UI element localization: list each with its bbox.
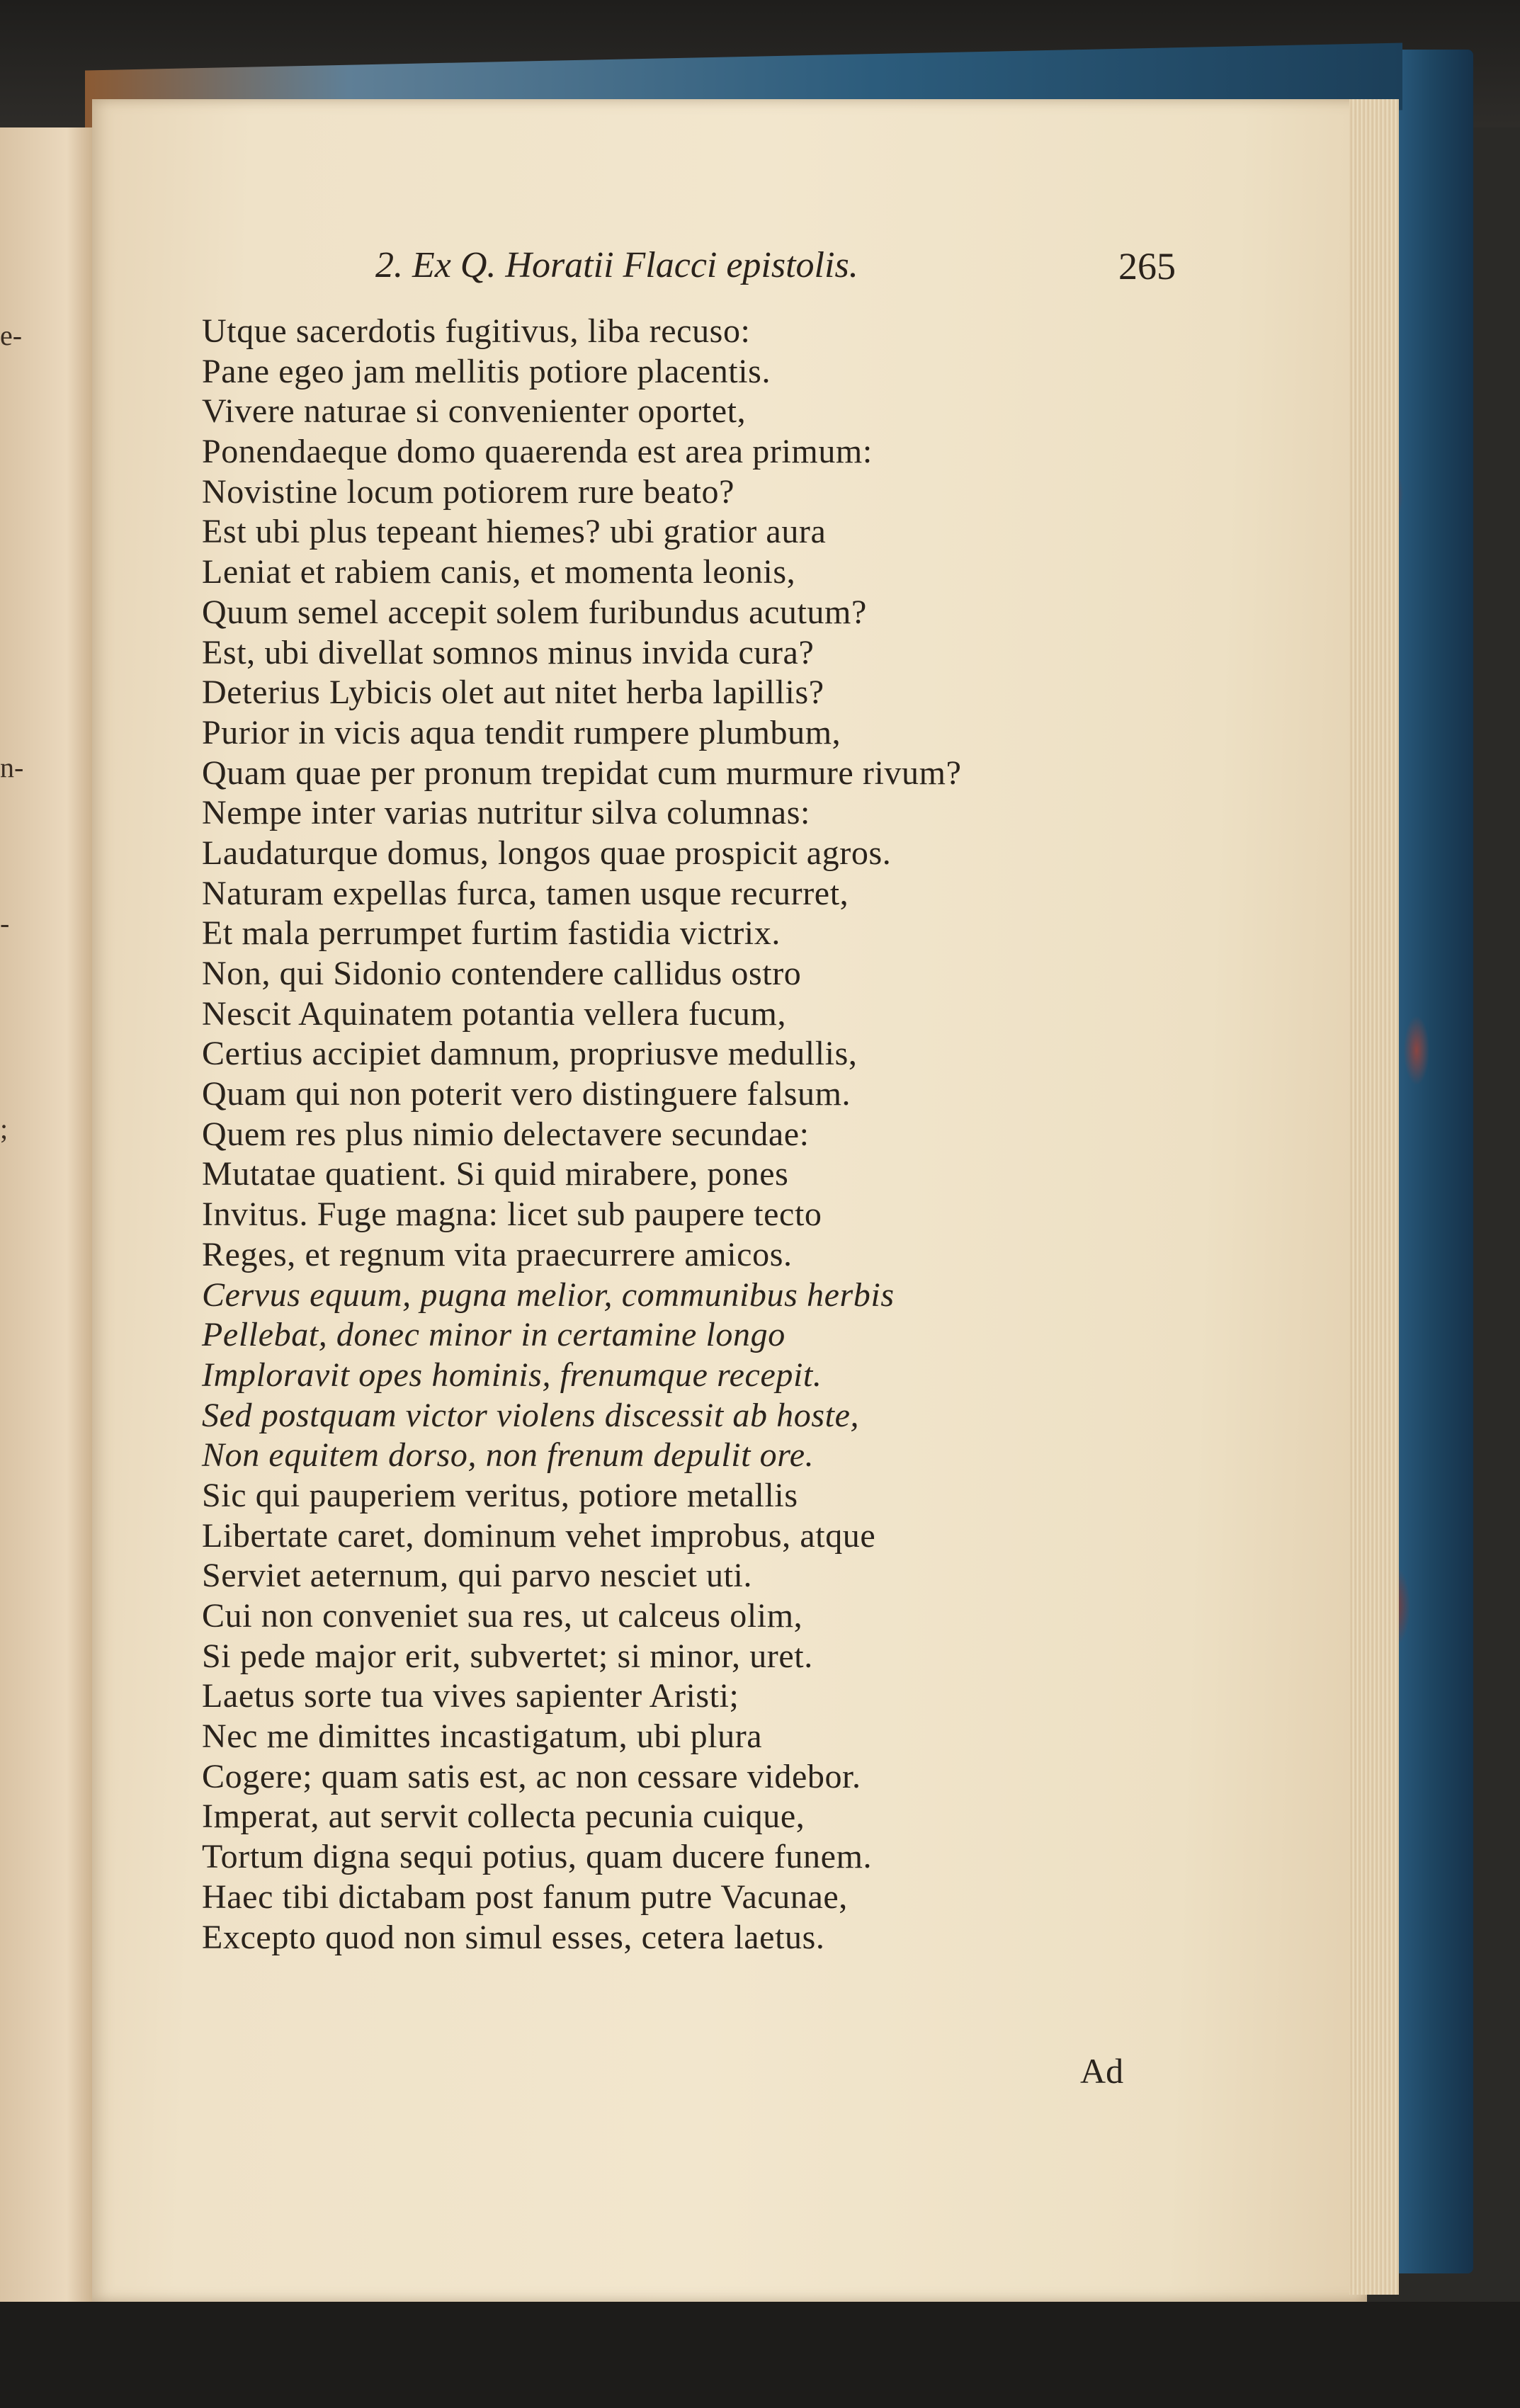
verse-line: Si pede major erit, subvertet; si minor, uret. bbox=[202, 1637, 813, 1675]
verse-line: Non, qui Sidonio contendere callidus ostro bbox=[202, 955, 802, 992]
verse-line: Novistine locum potiorem rure beato? bbox=[202, 472, 735, 511]
left-page-mark: n- bbox=[0, 751, 24, 783]
verse-line: Pellebat, donec minor in certamine longo bbox=[202, 1316, 785, 1354]
left-page-mark: ; bbox=[0, 1113, 8, 1145]
verse-line: Naturam expellas furca, tamen usque recurret, bbox=[202, 874, 849, 912]
verse-line: Est, ubi divellat somnos minus invida cura? bbox=[202, 633, 815, 671]
verse-line: Quam qui non poterit vero distinguere falsum. bbox=[202, 1075, 851, 1113]
verse-line: Nempe inter varias nutritur silva columnas: bbox=[202, 794, 810, 832]
page-number: 265 bbox=[1118, 245, 1176, 288]
verse-line: Mutatae quatient. Si quid mirabere, pones bbox=[202, 1155, 789, 1193]
verse-line: Ponendaeque domo quaerenda est area primum: bbox=[202, 433, 873, 471]
verse-line: Haec tibi dictabam post fanum putre Vacunae, bbox=[202, 1878, 848, 1916]
verse-line: Reges, et regnum vita praecurrere amicos. bbox=[202, 1235, 793, 1273]
verse-line: Serviet aeternum, qui parvo nesciet uti. bbox=[202, 1557, 753, 1595]
verse-line: Leniat et rabiem canis, et momenta leonis, bbox=[202, 553, 796, 591]
verse-line: Quum semel accepit solem furibundus acutum? bbox=[202, 593, 867, 631]
verse-line: Deterius Lybicis olet aut nitet herba lapillis? bbox=[202, 674, 824, 712]
verse-line: Purior in vicis aqua tendit rumpere plumbum, bbox=[202, 713, 841, 751]
page-stack-edge bbox=[1349, 99, 1399, 2295]
verse-line: Quam quae per pronum trepidat cum murmure rivum? bbox=[202, 754, 962, 792]
verse-line: Laudaturque domus, longos quae prospicit agros. bbox=[202, 834, 892, 872]
running-title: 2. Ex Q. Horatii Flacci epistolis. bbox=[375, 245, 858, 285]
verse-line: Et mala perrumpet furtim fastidia victrix. bbox=[202, 914, 781, 953]
verse-line: Certius accipiet damnum, propriusve medullis, bbox=[202, 1035, 858, 1073]
background-bottom bbox=[0, 2302, 1520, 2408]
verse-line: Pane egeo jam mellitis potiore placentis. bbox=[202, 352, 771, 390]
verse-line: Excepto quod non simul esses, cetera laetus. bbox=[202, 1918, 825, 1956]
verse-line: Cogere; quam satis est, ac non cessare videbor. bbox=[202, 1757, 861, 1795]
verse-line: Imploravit opes hominis, frenumque recepit. bbox=[202, 1356, 822, 1394]
verse-line: Libertate caret, dominum vehet improbus, atque bbox=[202, 1516, 876, 1555]
verse-line: Utque sacerdotis fugitivus, liba recuso: bbox=[202, 312, 751, 350]
verse-line: Invitus. Fuge magna: licet sub paupere tecto bbox=[202, 1196, 822, 1234]
catchword: Ad bbox=[1080, 2051, 1124, 2091]
running-header bbox=[375, 244, 1176, 301]
verse-line: Imperat, aut servit collecta pecunia cuique, bbox=[202, 1798, 805, 1836]
verse-line: Laetus sorte tua vives sapienter Aristi; bbox=[202, 1677, 739, 1715]
left-page-margin-marks bbox=[0, 127, 85, 2302]
verse-line: Tortum digna sequi potius, quam ducere funem. bbox=[202, 1838, 873, 1876]
verse-line: Est ubi plus tepeant hiemes? ubi gratior aura bbox=[202, 513, 827, 551]
verse-line: Sed postquam victor violens discessit ab hoste, bbox=[202, 1396, 860, 1434]
verse-line: Non equitem dorso, non frenum depulit ore. bbox=[202, 1436, 815, 1475]
verse-line: Cervus equum, pugna melior, communibus herbis bbox=[202, 1276, 895, 1314]
poem-text bbox=[202, 312, 1208, 1958]
verse-line: Nescit Aquinatem potantia vellera fucum, bbox=[202, 994, 787, 1033]
left-page-mark: - bbox=[0, 907, 10, 939]
left-page-mark: e- bbox=[0, 319, 23, 351]
verse-line: Nec me dimittes incastigatum, ubi plura bbox=[202, 1717, 763, 1756]
verse-line: Cui non conveniet sua res, ut calceus olim, bbox=[202, 1597, 803, 1635]
verse-line: Sic qui pauperiem veritus, potiore metallis bbox=[202, 1476, 798, 1514]
verse-line: Vivere naturae si convenienter oportet, bbox=[202, 392, 747, 431]
verse-line: Quem res plus nimio delectavere secundae: bbox=[202, 1115, 810, 1153]
